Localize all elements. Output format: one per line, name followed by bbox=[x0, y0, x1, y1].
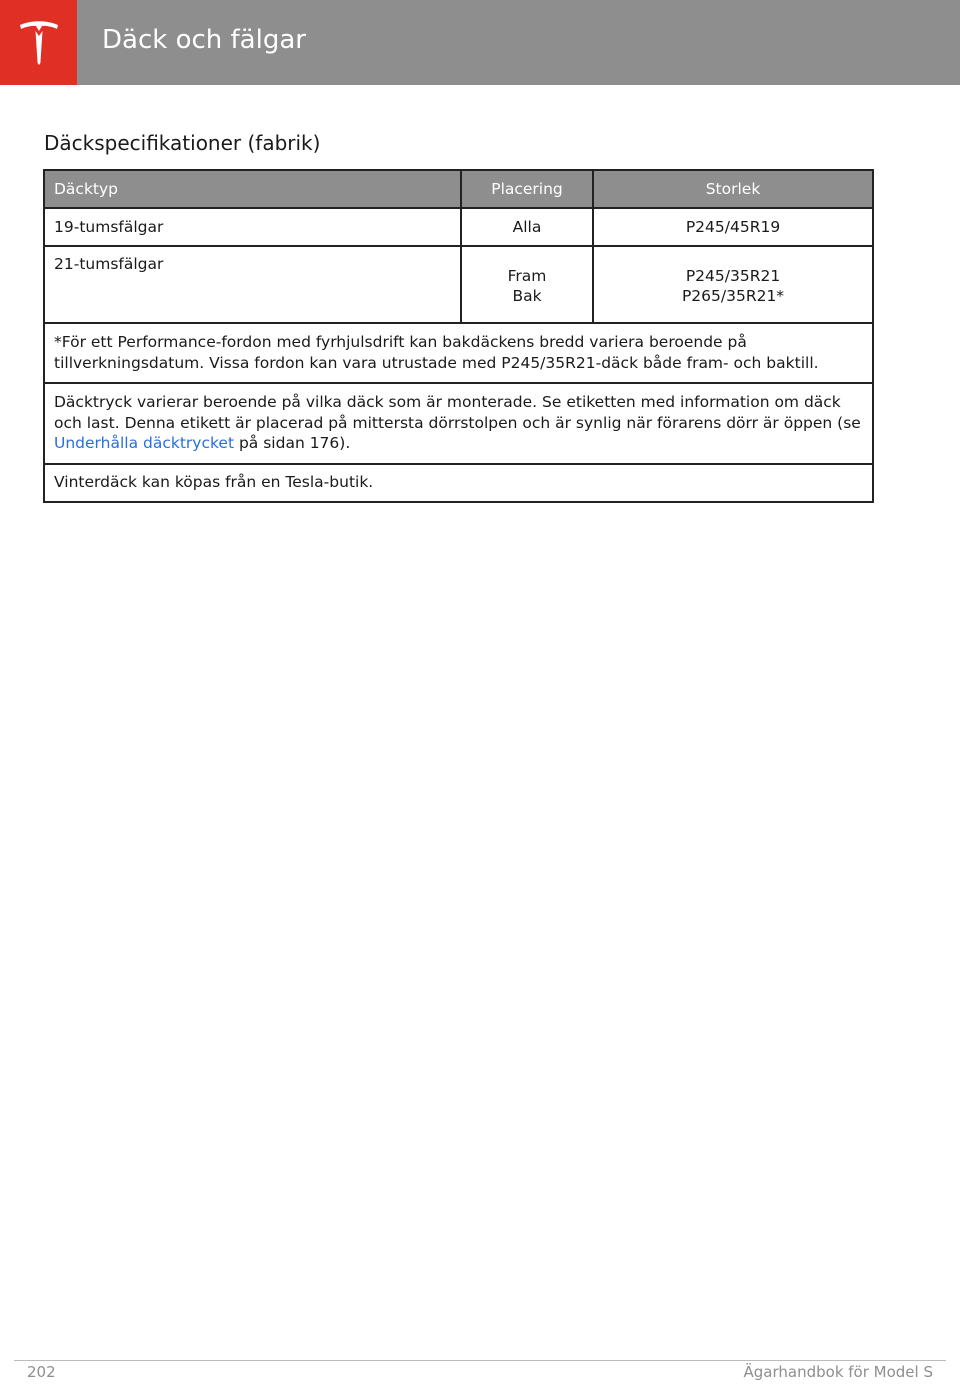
column-header-size: Storlek bbox=[593, 170, 873, 208]
placement-value: Bak bbox=[512, 287, 542, 305]
cell-size bbox=[593, 208, 873, 246]
cell-tire-type: 19-tumsfälgar bbox=[44, 208, 461, 246]
column-header-placement: Placering bbox=[461, 170, 593, 208]
placement-value: Alla bbox=[512, 217, 542, 236]
cell-placement bbox=[461, 208, 593, 246]
brand-logo bbox=[0, 0, 77, 85]
winter-tire-note: Vinterdäck kan köpas från en Tesla-butik. bbox=[44, 464, 873, 502]
section-heading: Däckspecifikationer (fabrik) bbox=[44, 131, 321, 155]
cell-size bbox=[593, 246, 873, 323]
tire-pressure-text: Däcktryck varierar beroende på vilka däck som är monterade. Se etiketten med information om däck och last. Denna etikett är placerad på mittersta dörrstolpen och är synlig när förarens dörr är öppen (se bbox=[54, 393, 861, 432]
table-row bbox=[44, 208, 873, 246]
table-note-row bbox=[44, 464, 873, 502]
page-title: Däck och fälgar bbox=[102, 25, 306, 55]
table-note-row bbox=[44, 323, 873, 383]
book-title: Ägarhandbok för Model S bbox=[743, 1363, 933, 1381]
page-number: 202 bbox=[27, 1363, 56, 1381]
tesla-logo-icon bbox=[17, 19, 61, 67]
page-header bbox=[0, 0, 960, 85]
tire-pressure-link[interactable]: Underhålla däcktrycket bbox=[54, 434, 235, 452]
performance-note: *För ett Performance-fordon med fyrhjulsdrift kan bakdäckens bredd variera beroende på tillverkningsdatum. Vissa fordon kan vara utrustade med P245/35R21-däck både fram- och baktill. bbox=[44, 323, 873, 383]
tire-spec-table bbox=[43, 169, 874, 503]
placement-value: Fram bbox=[507, 266, 547, 285]
table-header-row bbox=[44, 170, 873, 208]
cell-tire-type: 21-tumsfälgar bbox=[44, 246, 461, 323]
cell-placement bbox=[461, 246, 593, 323]
table-note-row bbox=[44, 383, 873, 464]
footer-divider bbox=[14, 1360, 946, 1361]
size-value: P265/35R21* bbox=[681, 287, 785, 305]
size-value: P245/35R21 bbox=[685, 266, 781, 285]
table-row bbox=[44, 246, 873, 323]
column-header-tire-type: Däcktyp bbox=[44, 170, 461, 208]
tire-pressure-page-ref: på sidan 176). bbox=[234, 434, 351, 452]
size-value: P245/45R19 bbox=[685, 217, 781, 236]
tire-pressure-note bbox=[44, 383, 873, 464]
